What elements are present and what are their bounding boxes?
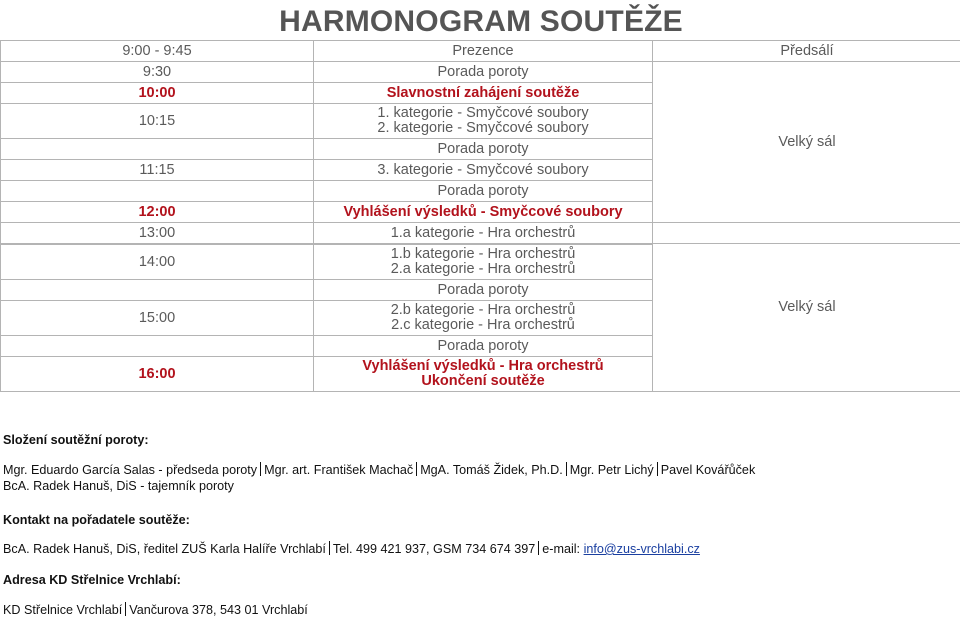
room-cell: Velký sál <box>653 62 960 223</box>
activity-cell <box>314 301 653 336</box>
contact-phone: Tel. 499 421 937, GSM 734 674 397 <box>332 542 536 556</box>
activity-cell <box>314 280 653 301</box>
divider <box>329 541 330 555</box>
activity-line: Slavnostní zahájení soutěže <box>386 84 580 101</box>
activity-line: 2. kategorie - Smyčcové soubory <box>377 120 589 136</box>
activity-line: Vyhlášení výsledků - Smyčcové soubory <box>343 203 623 220</box>
time-cell <box>1 336 314 357</box>
room-header-cell: Předsálí <box>653 41 960 62</box>
contact-heading: Kontakt na pořadatele soutěže: <box>3 513 190 527</box>
time-cell: 14:00 <box>1 245 314 280</box>
time-cell: 9:30 <box>1 62 314 83</box>
activity-line: Porada poroty <box>437 182 529 199</box>
activity-line: 3. kategorie - Smyčcové soubory <box>377 161 589 178</box>
time-cell: 16:00 <box>1 357 314 392</box>
divider <box>657 462 658 476</box>
venue-address: Vančurova 378, 543 01 Vrchlabí <box>129 603 308 617</box>
divider <box>260 462 261 476</box>
jury-member: Mgr. Petr Lichý <box>569 463 654 477</box>
time-cell: 10:00 <box>1 83 314 104</box>
schedule-row <box>1 62 960 83</box>
address-heading: Adresa KD Střelnice Vrchlabí: <box>3 573 181 587</box>
page-title: HARMONOGRAM SOUTĚŽE <box>279 5 683 38</box>
jury-members-line <box>3 462 755 478</box>
activity-line: Porada poroty <box>437 140 529 157</box>
jury-member: MgA. Tomáš Židek, Ph.D. <box>420 463 563 477</box>
activity-cell <box>314 357 653 392</box>
schedule-table-orchestras <box>0 222 960 392</box>
time-cell: 9:00 - 9:45 <box>1 41 314 62</box>
jury-member: Mgr. art. František Machač <box>264 463 414 477</box>
time-cell <box>1 139 314 160</box>
contact-person: BcA. Radek Hanuš, DiS, ředitel ZUŠ Karla Halíře Vrchlabí <box>3 542 326 556</box>
email-link[interactable]: info@zus-vrchlabi.cz <box>583 542 700 556</box>
activity-cell <box>314 245 653 280</box>
activity-line: 1.b kategorie - Hra orchestrů <box>390 246 576 262</box>
activity-line: Porada poroty <box>437 337 529 354</box>
divider <box>538 541 539 555</box>
room-cell: Velký sál <box>653 223 960 392</box>
activity-cell <box>314 104 653 139</box>
activity-cell <box>314 83 653 104</box>
schedule-row <box>1 223 960 245</box>
jury-member: Mgr. Eduardo García Salas - předseda poroty <box>3 463 258 477</box>
time-cell: 11:15 <box>1 160 314 181</box>
divider <box>566 462 567 476</box>
divider <box>416 462 417 476</box>
address-line <box>3 602 308 618</box>
activity-cell <box>314 181 653 202</box>
activity-cell <box>314 62 653 83</box>
activity-line: 2.b kategorie - Hra orchestrů <box>390 302 576 318</box>
activity-line: Vyhlášení výsledků - Hra orchestrů <box>362 358 604 374</box>
activity-cell <box>314 139 653 160</box>
time-cell: 10:15 <box>1 104 314 139</box>
time-cell: 15:00 <box>1 301 314 336</box>
divider <box>125 602 126 616</box>
activity-line: Prezence <box>452 42 514 59</box>
venue-name: KD Střelnice Vrchlabí <box>3 603 123 617</box>
activity-cell <box>314 336 653 357</box>
time-cell: 13:00 <box>1 223 314 245</box>
activity-line: 2.c kategorie - Hra orchestrů <box>391 317 575 333</box>
activity-line: Porada poroty <box>437 281 529 298</box>
schedule-row <box>1 41 960 62</box>
email-label: e-mail: <box>542 542 584 556</box>
contact-line <box>3 541 700 557</box>
activity-cell <box>314 41 653 62</box>
jury-member: Pavel Kovářůček <box>660 463 756 477</box>
time-cell <box>1 181 314 202</box>
schedule-table-strings <box>0 40 960 244</box>
activity-line: 2.a kategorie - Hra orchestrů <box>390 261 576 277</box>
activity-cell <box>314 160 653 181</box>
time-cell <box>1 280 314 301</box>
jury-secretary: BcA. Radek Hanuš, DiS - tajemník poroty <box>3 479 234 493</box>
activity-cell <box>314 223 653 245</box>
activity-line: 1.a kategorie - Hra orchestrů <box>390 225 576 241</box>
jury-heading: Složení soutěžní poroty: <box>3 433 149 447</box>
activity-cell <box>314 202 653 223</box>
time-cell: 12:00 <box>1 202 314 223</box>
activity-line: Porada poroty <box>437 63 529 80</box>
activity-line: Ukončení soutěže <box>421 373 545 389</box>
activity-line: 1. kategorie - Smyčcové soubory <box>377 105 589 121</box>
